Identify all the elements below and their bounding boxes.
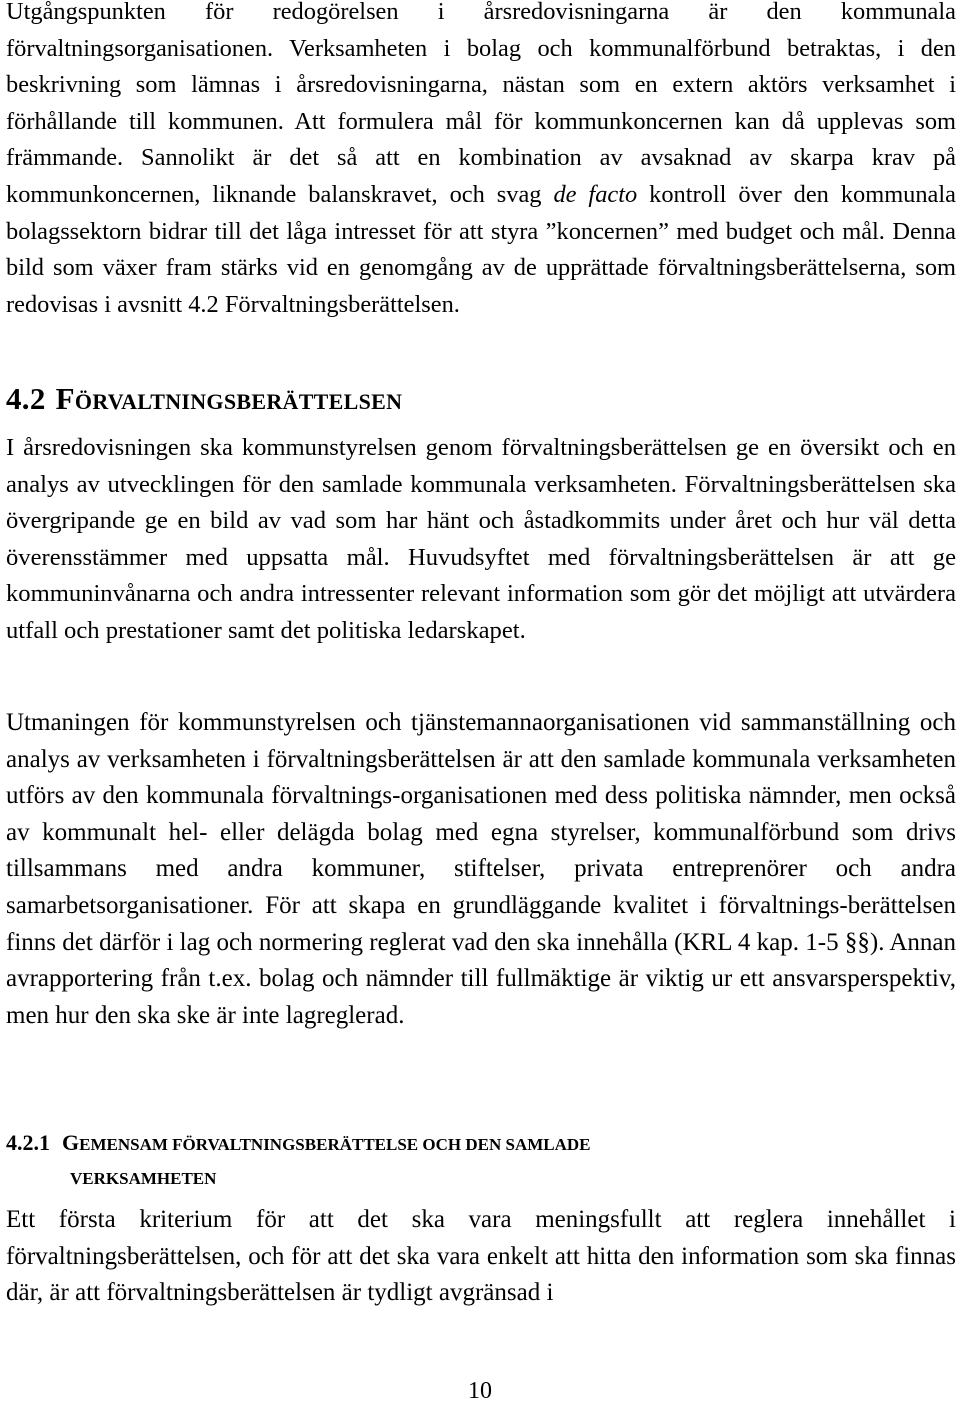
subsection-heading — [6, 1126, 591, 1196]
subsection-title-rest: EMENSAM FÖRVALTNINGSBERÄTTELSE OCH DEN SAMLADE — [79, 1135, 591, 1154]
intro-paragraph — [6, 0, 956, 323]
intro-italic-term: de facto — [553, 180, 638, 208]
intro-text-part-2: kontroll över den kommunala bolagssektorn bidrar till det låga intresset för att styra ”koncernen” med budget och mål. Denna bild som växer fram stärks vid en genomgång av de upprättade förvaltningsberättelserna, som redovisas i avsnitt 4.2 Förvaltningsberättelsen. — [6, 180, 956, 318]
subsection-number: 4.2.1 — [6, 1130, 50, 1155]
section-title-rest: ÖRVALTNINGSBERÄTTELSEN — [74, 389, 403, 414]
intro-text-part-1: Utgångspunkten för redogörelsen i årsredovisningarna är den kommunala förvaltningsorganisationen. Verksamheten i bolag och kommunalförbund betraktas, i den beskrivning som lämnas i årsredovisningarna, nästan som en extern aktörs verksamhet i förhållande till kommunen. Att formulera mål för kommunkoncernen kan då upplevas som främmande. Sannolikt är det så att en kombination av avsaknad av skarpa krav på kommunkoncernen, liknande balanskravet, och svag — [6, 0, 956, 208]
subsection-paragraph-1: Ett första kriterium för att det ska vara meningsfullt att reglera innehållet i förvaltningsberättelsen, och för att det ska vara enkelt att hitta den information som ska finnas där, är att förvaltningsberättelsen är tydligt avgränsad i — [6, 1206, 956, 1307]
section-paragraph-1: I årsredovisningen ska kommunstyrelsen genom förvaltningsberättelsen ge en översikt och en analys av utvecklingen för den samlade kommunala verksamheten. Förvaltningsberättelsen ska övergripande ge en bild av vad som har hänt och åstadkommits under året och hur väl detta överensstämmer med uppsatta mål. Huvudsyftet med förvaltningsberättelsen är att ge kommuninvånarna och andra intressenter relevant information som gör det möjligt att utvärdera utfall och prestationer samt det politiska ledarskapet. — [6, 434, 956, 644]
subsection-title-initial: G — [62, 1130, 80, 1155]
page-number: 10 — [468, 1378, 492, 1404]
subsection-title-line2: VERKSAMHETEN — [70, 1169, 217, 1188]
section-title-initial: F — [55, 381, 75, 416]
section-paragraph-2: Utmaningen för kommunstyrelsen och tjänstemannaorganisationen vid sammanställning och analys av verksamheten i förvaltningsberättelsen är att den samlade kommunala verksamheten utförs av den kommunala förvaltnings-organisationen med dess politiska nämnder, men också av kommunalt hel- eller delägda bolag med egna styrelser, kommunalförbund som drivs tillsammans med andra kommuner, stiftelser, privata entreprenörer och andra samarbetsorganisationer. För att skapa en grundläggande kvalitet i förvaltnings-berättelsen finns det därför i lag och normering reglerat vad den ska innehålla (KRL 4 kap. 1-5 §§). Annan avrapportering från t.ex. bolag och nämnder till fullmäktige är viktig ur ett ansvarsperspektiv, men hur den ska ske är inte lagreglerad. — [6, 709, 956, 1029]
section-heading — [6, 381, 402, 417]
section-number: 4.2 — [6, 381, 46, 416]
